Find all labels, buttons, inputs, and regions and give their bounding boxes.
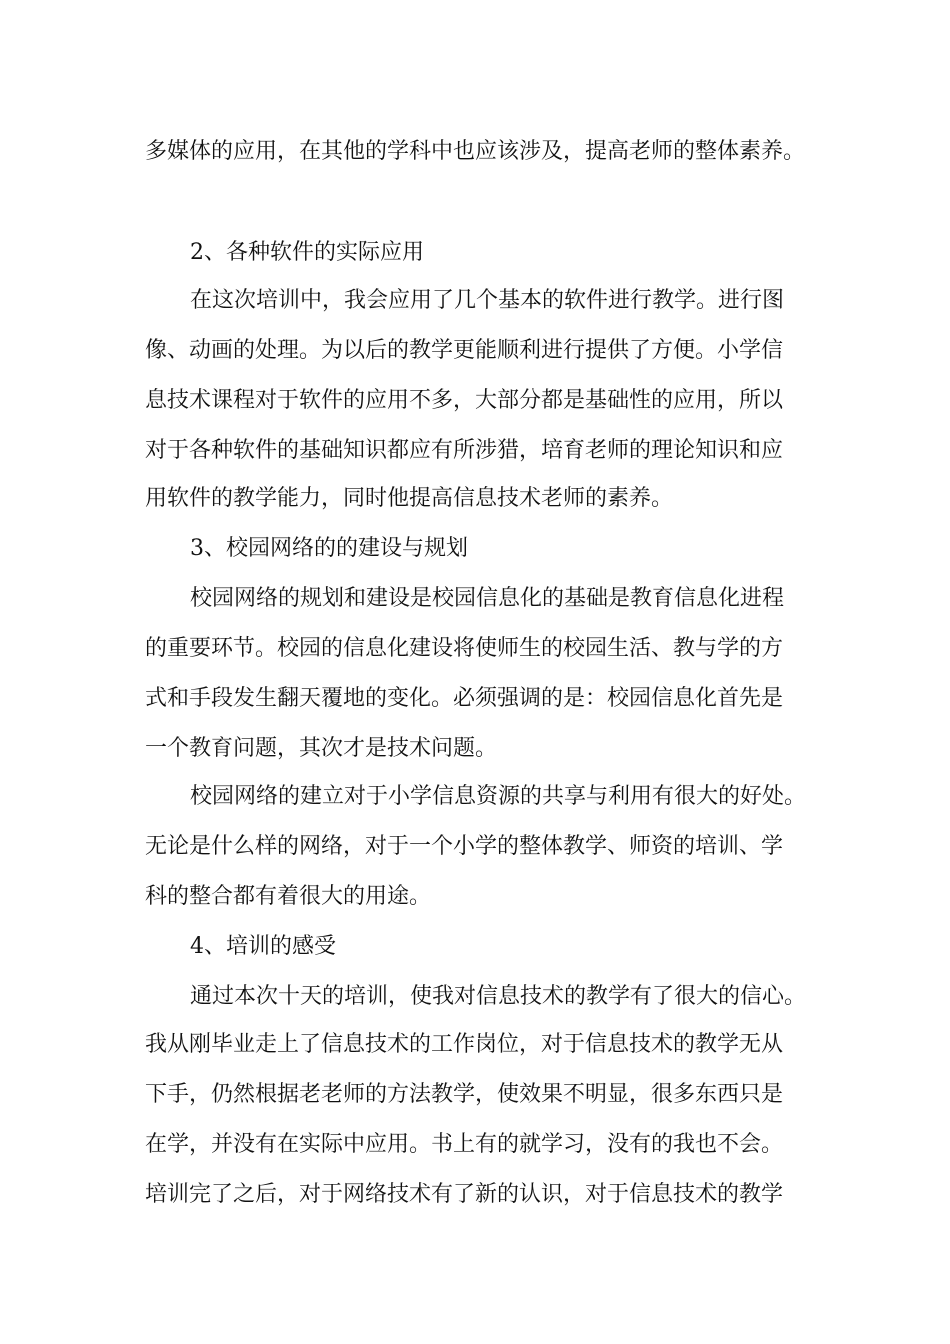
text-line: 校园网络的规划和建设是校园信息化的基础是教育信息化进程 bbox=[190, 586, 785, 611]
text-line: 在这次培训中，我会应用了几个基本的软件进行教学。进行图 bbox=[190, 288, 785, 313]
text-line: 校园网络的建立对于小学信息资源的共享与利用有很大的好处。 bbox=[190, 784, 807, 809]
section-heading: 3、校园网络的的建设与规划 bbox=[190, 536, 468, 561]
text-line: 一个教育问题，其次才是技术问题。 bbox=[145, 736, 498, 761]
text-line: 像、动画的处理。为以后的教学更能顺利进行提供了方便。小学信 bbox=[145, 338, 784, 363]
text-line: 无论是什么样的网络，对于一个小学的整体教学、师资的培训、学 bbox=[145, 834, 784, 859]
text-line: 对于各种软件的基础知识都应有所涉猎，培育老师的理论知识和应 bbox=[145, 438, 784, 463]
text-line: 息技术课程对于软件的应用不多，大部分都是基础性的应用，所以 bbox=[145, 388, 784, 413]
text-line: 我从刚毕业走上了信息技术的工作岗位，对于信息技术的教学无从 bbox=[145, 1032, 784, 1057]
text-line: 科的整合都有着很大的用途。 bbox=[145, 884, 432, 909]
text-line: 培训完了之后，对于网络技术有了新的认识，对于信息技术的教学 bbox=[145, 1182, 784, 1207]
text-line: 用软件的教学能力，同时他提高信息技术老师的素养。 bbox=[145, 486, 674, 511]
section-heading: 2、各种软件的实际应用 bbox=[190, 240, 424, 265]
text-line: 通过本次十天的培训，使我对信息技术的教学有了很大的信心。 bbox=[190, 984, 807, 1009]
text-line: 式和手段发生翻天覆地的变化。必须强调的是：校园信息化首先是 bbox=[145, 686, 784, 711]
text-line: 在学，并没有在实际中应用。书上有的就学习，没有的我也不会。 bbox=[145, 1132, 784, 1157]
text-line: 多媒体的应用，在其他的学科中也应该涉及，提高老师的整体素养。 bbox=[145, 139, 806, 164]
section-heading: 4、培训的感受 bbox=[190, 934, 336, 959]
text-line: 的重要环节。校园的信息化建设将使师生的校园生活、教与学的方 bbox=[145, 636, 784, 661]
text-line: 下手，仍然根据老老师的方法教学，使效果不明显，很多东西只是 bbox=[145, 1082, 784, 1107]
